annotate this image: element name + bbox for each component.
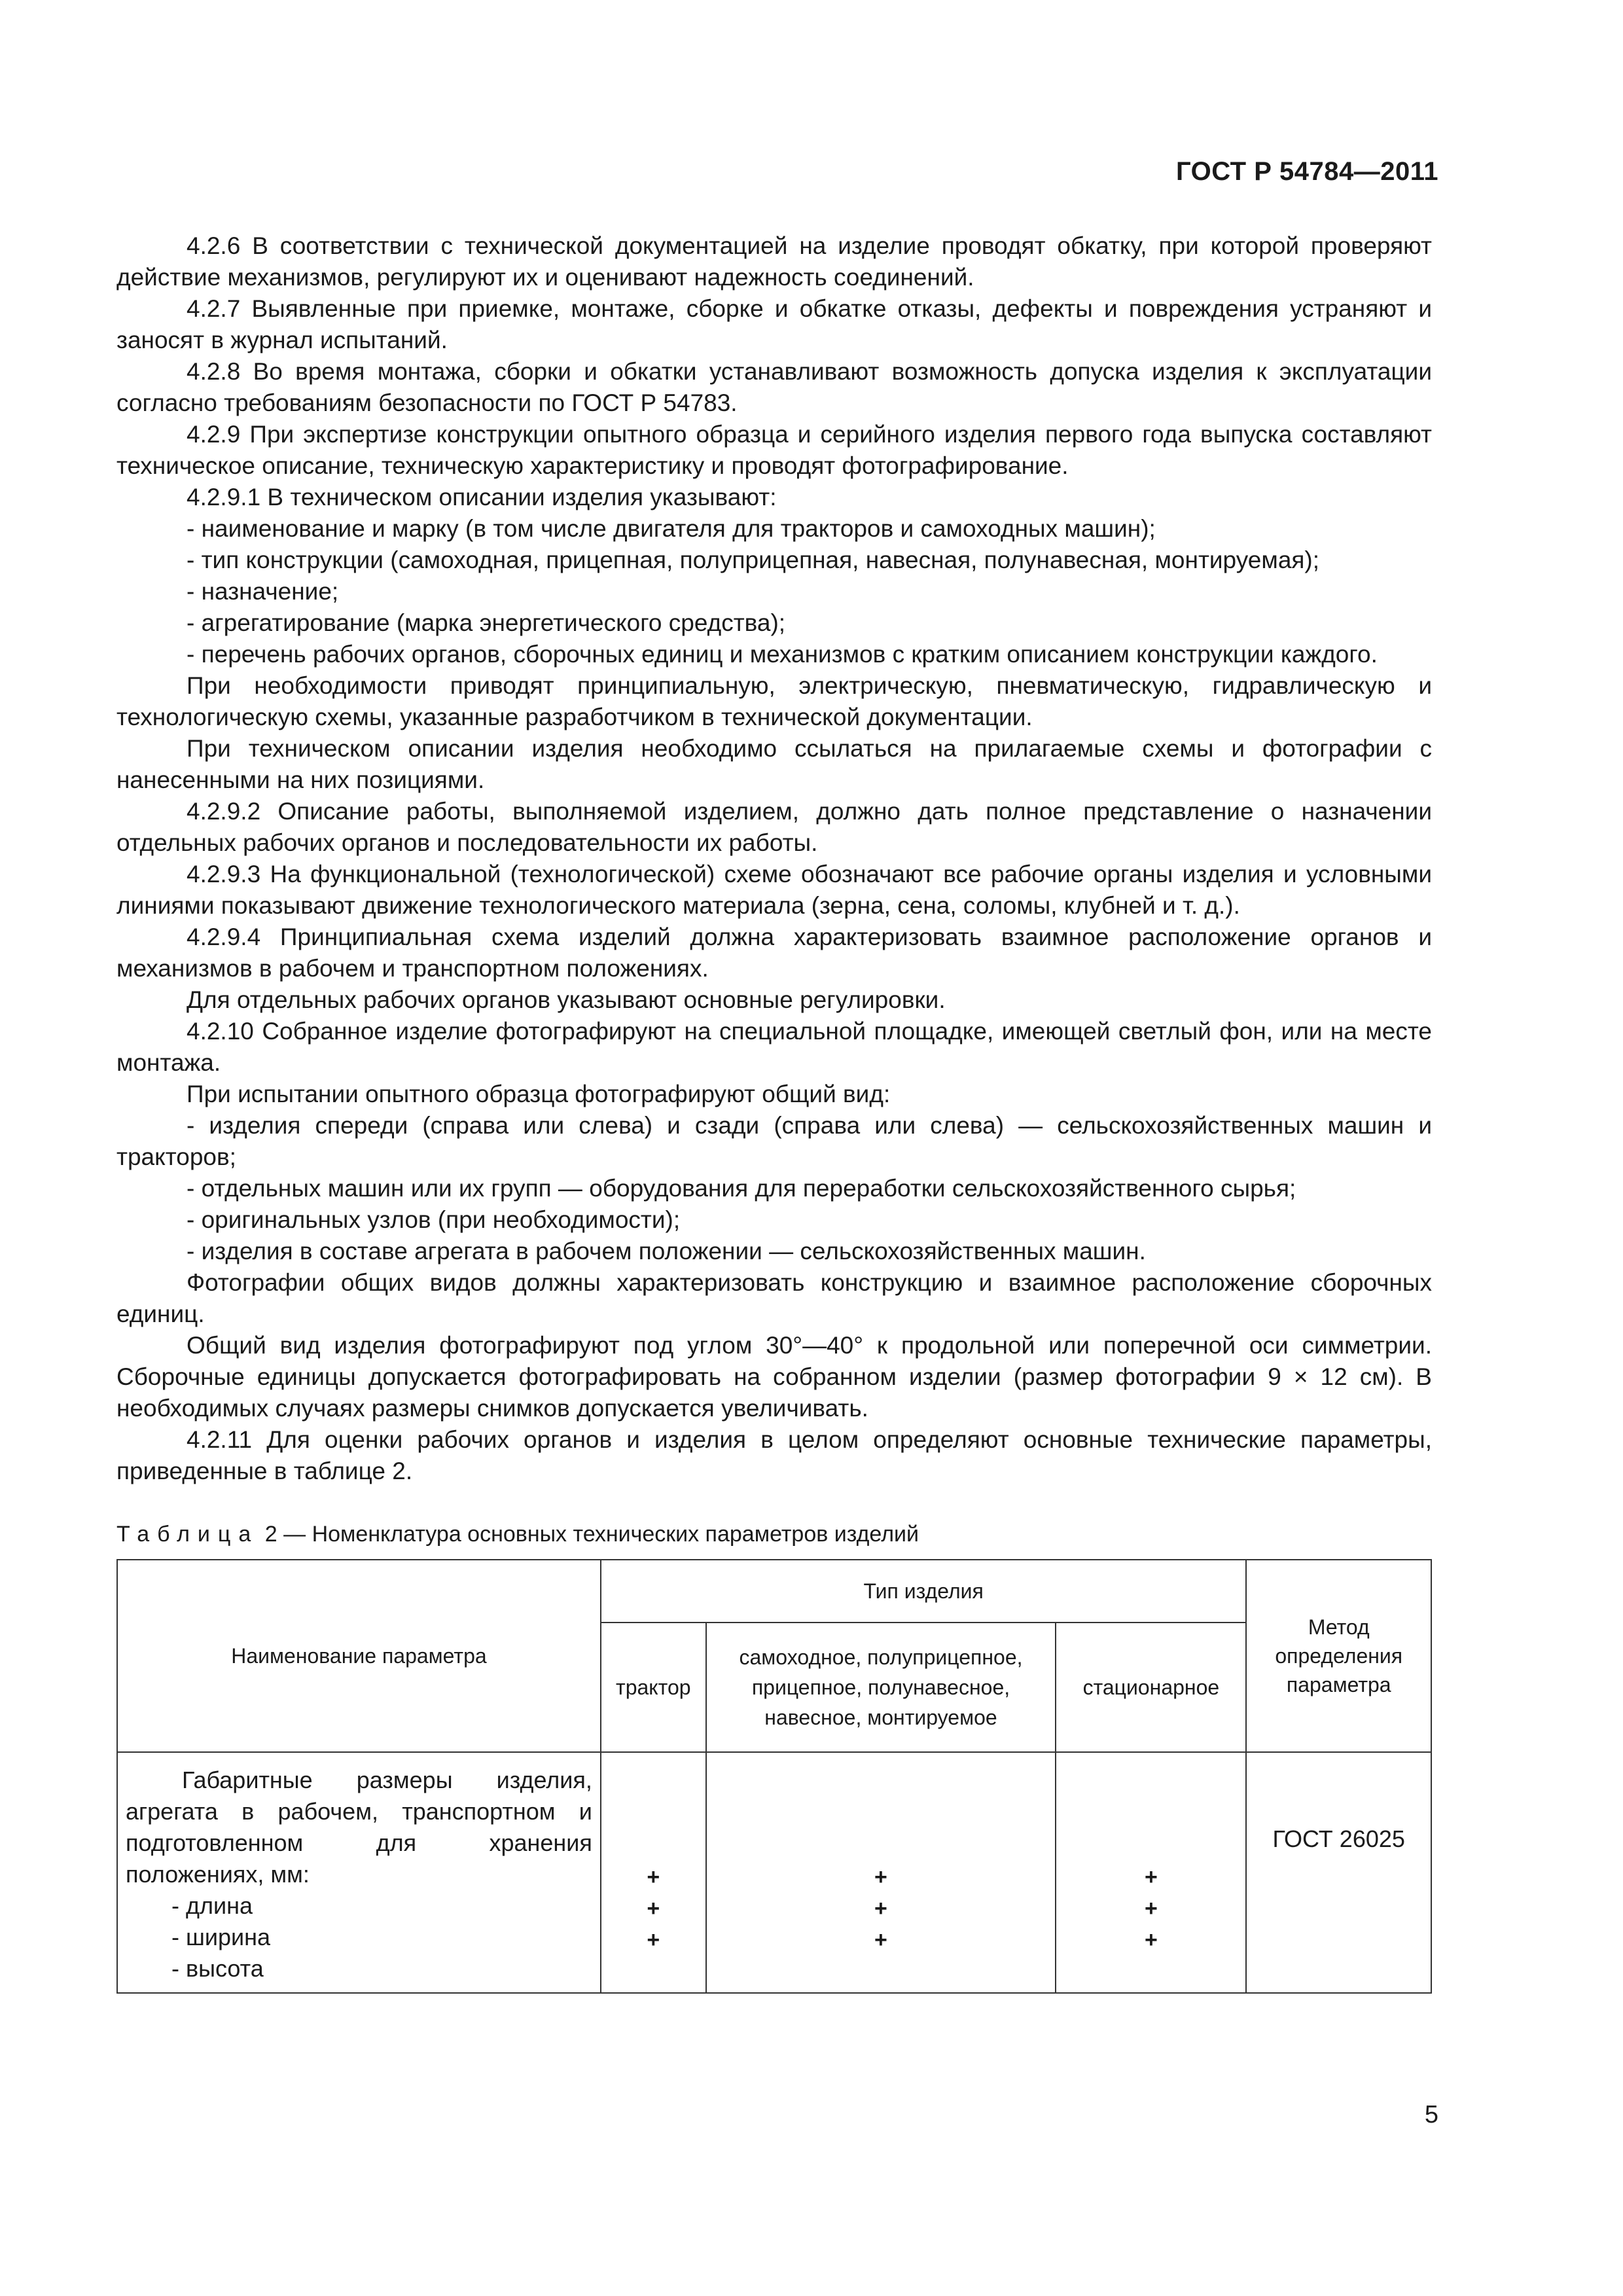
paragraph: 4.2.7 Выявленные при приемке, монтаже, сборке и обкатке отказы, дефекты и повреждения устраняют и заносят в журнал испытаний. xyxy=(116,295,1432,353)
plus-mark: + xyxy=(874,1896,887,1921)
plus-mark: + xyxy=(1144,1928,1158,1952)
cell-selfpropelled xyxy=(706,1752,1056,1993)
table-row xyxy=(117,1752,1431,1993)
cell-tractor xyxy=(601,1752,706,1993)
param-intro: Габаритные размеры изделия, агрегата в рабочем, транспортном и подготовленном для хранения положениях, мм: xyxy=(126,1767,592,1888)
paragraph: 4.2.8 Во время монтажа, сборки и обкатки устанавливают возможность допуска изделия к эксплуатации согласно требованиям безопасности по ГОСТ Р 54783. xyxy=(116,358,1432,416)
paragraph: 4.2.6 В соответствии с технической документацией на изделие проводят обкатку, при которой проверяют действие механизмов, регулируют их и оценивают надежность соединений. xyxy=(116,232,1432,291)
param-item-width: - ширина xyxy=(171,1924,271,1950)
header-param: Наименование параметра xyxy=(117,1560,601,1752)
paragraph: 4.2.9.3 На функциональной (технологической) схеме обозначают все рабочие органы изделия и условными линиями показывают движение технологического материала (зерна, сена, соломы, клубней и т. д.). xyxy=(116,861,1432,919)
paragraph: Для отдельных рабочих органов указывают основные регулировки. xyxy=(187,986,946,1013)
paragraph: 4.2.9.1 В техническом описании изделия указывают: xyxy=(187,484,777,511)
cell-param xyxy=(117,1752,601,1993)
plus-mark: + xyxy=(1144,1896,1158,1921)
table-caption-label: Таблица xyxy=(116,1522,259,1547)
header-tractor: трактор xyxy=(601,1623,706,1752)
paragraph: 4.2.9 При экспертизе конструкции опытного образца и серийного изделия первого года выпуска составляют техническое описание, техническую характеристику и проводят фотографирование. xyxy=(116,421,1432,479)
paragraph: Общий вид изделия фотографируют под углом 30°—40° к продольной или поперечной оси симметрии. Сборочные единицы допускается фотографировать на собранном изделии (размер фотографии 9 × 12 см). В необходимых случаях размеры снимков допускается увеличивать. xyxy=(116,1332,1432,1422)
cell-stationary xyxy=(1056,1752,1246,1993)
paragraph: - оригинальных узлов (при необходимости); xyxy=(187,1206,681,1233)
paragraph: - наименование и марку (в том числе двигателя для тракторов и самоходных машин); xyxy=(187,515,1156,542)
paragraph: - изделия в составе агрегата в рабочем положении — сельскохозяйственных машин. xyxy=(187,1238,1146,1265)
document-body xyxy=(116,230,1432,1994)
paragraph: 4.2.9.4 Принципиальная схема изделий должна характеризовать взаимное расположение органов и механизмов в рабочем и транспортном положениях. xyxy=(116,924,1432,982)
paragraph: - изделия спереди (справа или слева) и сзади (справа или слева) — сельскохозяйственных машин и тракторов; xyxy=(116,1112,1432,1170)
document-header: ГОСТ Р 54784—2011 xyxy=(1176,157,1438,186)
header-method: Метод определения параметра xyxy=(1246,1560,1431,1752)
param-item-height: - высота xyxy=(171,1955,264,1982)
paragraph: 4.2.10 Собранное изделие фотографируют на специальной площадке, имеющей светлый фон, или на месте монтажа. xyxy=(116,1018,1432,1076)
cell-method: ГОСТ 26025 xyxy=(1246,1752,1431,1993)
paragraph: При техническом описании изделия необходимо ссылаться на прилагаемые схемы и фотографии с нанесенными на них позициями. xyxy=(116,735,1432,793)
table-caption xyxy=(116,1520,1432,1549)
paragraph: Фотографии общих видов должны характеризовать конструкцию и взаимное расположение сборочных единиц. xyxy=(116,1269,1432,1327)
header-type-group: Тип изделия xyxy=(601,1560,1247,1623)
paragraph: - перечень рабочих органов, сборочных единиц и механизмов с кратким описанием конструкции каждого. xyxy=(187,641,1378,668)
param-item-length: - длина xyxy=(171,1892,253,1919)
parameters-table xyxy=(116,1559,1432,1994)
paragraph: - отдельных машин или их групп — оборудования для переработки сельскохозяйственного сырья; xyxy=(187,1175,1296,1202)
paragraph: - агрегатирование (марка энергетического средства); xyxy=(187,609,786,636)
plus-mark: + xyxy=(647,1896,660,1921)
plus-mark: + xyxy=(647,1865,660,1890)
header-stationary: стационарное xyxy=(1056,1623,1246,1752)
paragraph: При испытании опытного образца фотографируют общий вид: xyxy=(187,1081,891,1107)
paragraph: 4.2.11 Для оценки рабочих органов и изделия в целом определяют основные технические параметры, приведенные в таблице 2. xyxy=(116,1426,1432,1484)
plus-mark: + xyxy=(647,1928,660,1952)
page-number: 5 xyxy=(1424,2101,1438,2128)
header-selfpropelled: самоходное, полуприцепное, прицепное, полунавесное, навесное, монтируемое xyxy=(706,1623,1056,1752)
plus-mark: + xyxy=(1144,1865,1158,1890)
paragraph: - тип конструкции (самоходная, прицепная, полуприцепная, навесная, полунавесная, монтируемая); xyxy=(187,547,1320,573)
table-caption-text: 2 — Номенклатура основных технических параметров изделий xyxy=(264,1522,919,1547)
plus-mark: + xyxy=(874,1865,887,1890)
paragraph: 4.2.9.2 Описание работы, выполняемой изделием, должно дать полное представление о назначении отдельных рабочих органов и последовательности их работы. xyxy=(116,798,1432,856)
plus-mark: + xyxy=(874,1928,887,1952)
paragraphs xyxy=(116,230,1432,1487)
paragraph: - назначение; xyxy=(187,578,339,605)
paragraph: При необходимости приводят принципиальную, электрическую, пневматическую, гидравлическую и технологическую схемы, указанные разработчиком в технической документации. xyxy=(116,672,1432,730)
